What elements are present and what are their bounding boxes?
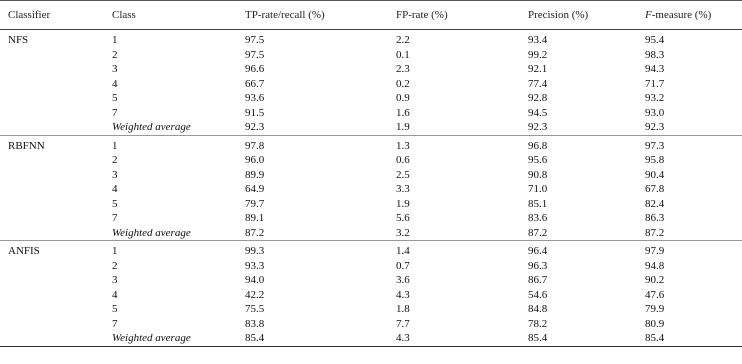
header-f-measure <box>645 1 742 30</box>
f-measure-cell: 92.3 <box>645 120 742 135</box>
precision-cell: 85.1 <box>528 197 548 210</box>
fp-rate-cell: 0.9 <box>396 92 410 104</box>
classifier-cell: RBFNN <box>8 139 45 152</box>
classifier-cell <box>0 288 112 303</box>
classifier-cell <box>0 273 112 288</box>
class-cell: 7 <box>112 317 118 330</box>
f-measure-cell: 93.2 <box>645 92 665 104</box>
f-measure-cell: 95.8 <box>645 154 665 166</box>
f-measure-cell: 94.3 <box>645 63 665 75</box>
class-cell: 2 <box>112 48 118 61</box>
fp-rate-cell: 5.6 <box>396 212 410 224</box>
tp-rate-cell: 97.5 <box>245 48 265 61</box>
fp-rate-cell: 1.9 <box>396 197 410 210</box>
class-cell: 3 <box>112 63 118 75</box>
precision-cell: 78.2 <box>528 317 548 330</box>
classifier-cell <box>0 168 112 183</box>
table-row <box>0 211 742 226</box>
table-row <box>0 302 742 317</box>
classifier-cell <box>0 211 112 226</box>
table-row <box>0 77 742 92</box>
header-f-measure-italic: F <box>645 9 652 21</box>
precision-cell: 83.6 <box>528 212 548 224</box>
tp-rate-cell: 75.5 <box>245 303 265 315</box>
tp-rate-cell: 89.9 <box>245 168 265 181</box>
table-body <box>0 30 742 347</box>
classifier-cell <box>0 259 112 274</box>
class-cell: Weighted average <box>112 120 245 135</box>
class-cell: 2 <box>112 259 118 272</box>
f-measure-cell: 67.8 <box>645 183 665 195</box>
precision-cell: 93.4 <box>528 34 548 46</box>
table-row <box>0 120 742 135</box>
precision-cell: 92.8 <box>528 92 548 104</box>
table-row <box>0 197 742 212</box>
tp-rate-cell: 97.8 <box>245 139 265 152</box>
precision-cell: 92.1 <box>528 63 548 75</box>
tp-rate-cell: 66.7 <box>245 77 265 90</box>
f-measure-cell: 93.0 <box>645 106 665 119</box>
precision-cell: 95.6 <box>528 154 548 166</box>
fp-rate-cell: 1.8 <box>396 303 410 315</box>
classifier-cell <box>0 62 112 77</box>
class-cell: 4 <box>112 77 118 90</box>
precision-cell: 86.7 <box>528 274 548 286</box>
f-measure-cell: 90.4 <box>645 168 665 181</box>
tp-rate-cell: 96.0 <box>245 154 265 166</box>
class-cell: 5 <box>112 197 118 210</box>
classifier-cell <box>0 48 112 63</box>
tp-rate-cell: 93.3 <box>245 259 265 272</box>
tp-rate-cell: 91.5 <box>245 106 265 119</box>
fp-rate-cell: 0.1 <box>396 48 410 61</box>
class-cell: 4 <box>112 183 118 195</box>
fp-rate-cell: 7.7 <box>396 317 410 330</box>
tp-rate-cell: 85.4 <box>245 331 396 346</box>
f-measure-cell: 87.2 <box>645 226 742 241</box>
fp-rate-cell: 1.6 <box>396 106 410 119</box>
fp-rate-cell: 0.2 <box>396 77 410 90</box>
header-classifier: Classifier <box>0 1 112 30</box>
fp-rate-cell: 3.2 <box>396 226 528 241</box>
class-cell: 1 <box>112 34 118 46</box>
classifier-cell <box>0 106 112 121</box>
precision-cell: 96.8 <box>528 139 548 152</box>
tp-rate-cell: 79.7 <box>245 197 265 210</box>
table-row <box>0 30 742 48</box>
table-row <box>0 288 742 303</box>
precision-cell: 96.4 <box>528 245 548 257</box>
f-measure-cell: 79.9 <box>645 303 665 315</box>
header-row <box>0 1 742 30</box>
f-measure-cell: 86.3 <box>645 212 665 224</box>
fp-rate-cell: 1.9 <box>396 120 528 135</box>
fp-rate-cell: 1.4 <box>396 245 410 257</box>
table-row <box>0 91 742 106</box>
tp-rate-cell: 87.2 <box>245 226 396 241</box>
table-row <box>0 106 742 121</box>
classifier-cell <box>0 182 112 197</box>
header-f-measure-rest: -measure (%) <box>651 9 712 21</box>
fp-rate-cell: 2.5 <box>396 168 410 181</box>
fp-rate-cell: 0.7 <box>396 259 410 272</box>
tp-rate-cell: 99.3 <box>245 245 265 257</box>
classifier-cell <box>0 197 112 212</box>
classifier-cell <box>0 226 112 241</box>
class-cell: 7 <box>112 212 118 224</box>
header-precision: Precision (%) <box>528 1 645 30</box>
fp-rate-cell: 1.3 <box>396 139 410 152</box>
class-cell: 2 <box>112 154 118 166</box>
fp-rate-cell: 3.3 <box>396 183 410 195</box>
f-measure-cell: 71.7 <box>645 77 665 90</box>
table-row <box>0 331 742 346</box>
fp-rate-cell: 0.6 <box>396 154 410 166</box>
table-row <box>0 48 742 63</box>
class-cell: 1 <box>112 139 118 152</box>
precision-cell: 84.8 <box>528 303 548 315</box>
table-row <box>0 182 742 197</box>
classifier-cell <box>0 77 112 92</box>
f-measure-cell: 80.9 <box>645 317 665 330</box>
tp-rate-cell: 64.9 <box>245 183 265 195</box>
tp-rate-cell: 93.6 <box>245 92 265 104</box>
tp-rate-cell: 94.0 <box>245 274 265 286</box>
table-row <box>0 62 742 77</box>
precision-cell: 92.3 <box>528 120 645 135</box>
classifier-cell: ANFIS <box>8 245 40 257</box>
table-row <box>0 135 742 153</box>
table-row <box>0 273 742 288</box>
f-measure-cell: 98.3 <box>645 48 665 61</box>
fp-rate-cell: 4.3 <box>396 288 410 301</box>
tp-rate-cell: 96.6 <box>245 63 265 75</box>
header-class: Class <box>112 1 245 30</box>
table-header <box>0 1 742 30</box>
table-row <box>0 317 742 332</box>
f-measure-cell: 82.4 <box>645 197 665 210</box>
precision-cell: 87.2 <box>528 226 645 241</box>
class-cell: 3 <box>112 274 118 286</box>
f-measure-cell: 85.4 <box>645 331 742 346</box>
classifier-cell <box>0 120 112 135</box>
class-cell: 5 <box>112 92 118 104</box>
header-tp-rate: TP-rate/recall (%) <box>245 1 396 30</box>
tp-rate-cell: 97.5 <box>245 34 265 46</box>
f-measure-cell: 97.3 <box>645 139 665 152</box>
class-cell: 4 <box>112 288 118 301</box>
f-measure-cell: 97.9 <box>645 245 665 257</box>
classifier-cell: NFS <box>8 34 29 46</box>
precision-cell: 54.6 <box>528 288 548 301</box>
precision-cell: 94.5 <box>528 106 548 119</box>
f-measure-cell: 95.4 <box>645 34 665 46</box>
precision-cell: 99.2 <box>528 48 548 61</box>
precision-cell: 77.4 <box>528 77 548 90</box>
classifier-cell <box>0 91 112 106</box>
precision-cell: 96.3 <box>528 259 548 272</box>
classifier-cell <box>0 153 112 168</box>
precision-cell: 90.8 <box>528 168 548 181</box>
table-row <box>0 241 742 259</box>
header-fp-rate: FP-rate (%) <box>396 1 528 30</box>
class-cell: 7 <box>112 106 118 119</box>
fp-rate-cell: 4.3 <box>396 331 528 346</box>
table-row <box>0 259 742 274</box>
classifier-cell <box>0 331 112 346</box>
tp-rate-cell: 42.2 <box>245 288 265 301</box>
fp-rate-cell: 3.6 <box>396 274 410 286</box>
table-row <box>0 153 742 168</box>
tp-rate-cell: 83.8 <box>245 317 265 330</box>
f-measure-cell: 94.8 <box>645 259 665 272</box>
classifier-cell <box>0 302 112 317</box>
f-measure-cell: 47.6 <box>645 288 665 301</box>
class-cell: 3 <box>112 168 118 181</box>
class-cell: 5 <box>112 303 118 315</box>
table-row <box>0 168 742 183</box>
table-row <box>0 226 742 241</box>
tp-rate-cell: 92.3 <box>245 120 396 135</box>
class-cell: 1 <box>112 245 118 257</box>
class-cell: Weighted average <box>112 331 245 346</box>
precision-cell: 71.0 <box>528 183 548 195</box>
fp-rate-cell: 2.3 <box>396 63 410 75</box>
classifier-cell <box>0 317 112 332</box>
precision-cell: 85.4 <box>528 331 645 346</box>
tp-rate-cell: 89.1 <box>245 212 265 224</box>
f-measure-cell: 90.2 <box>645 274 665 286</box>
class-cell: Weighted average <box>112 226 245 241</box>
fp-rate-cell: 2.2 <box>396 34 410 46</box>
